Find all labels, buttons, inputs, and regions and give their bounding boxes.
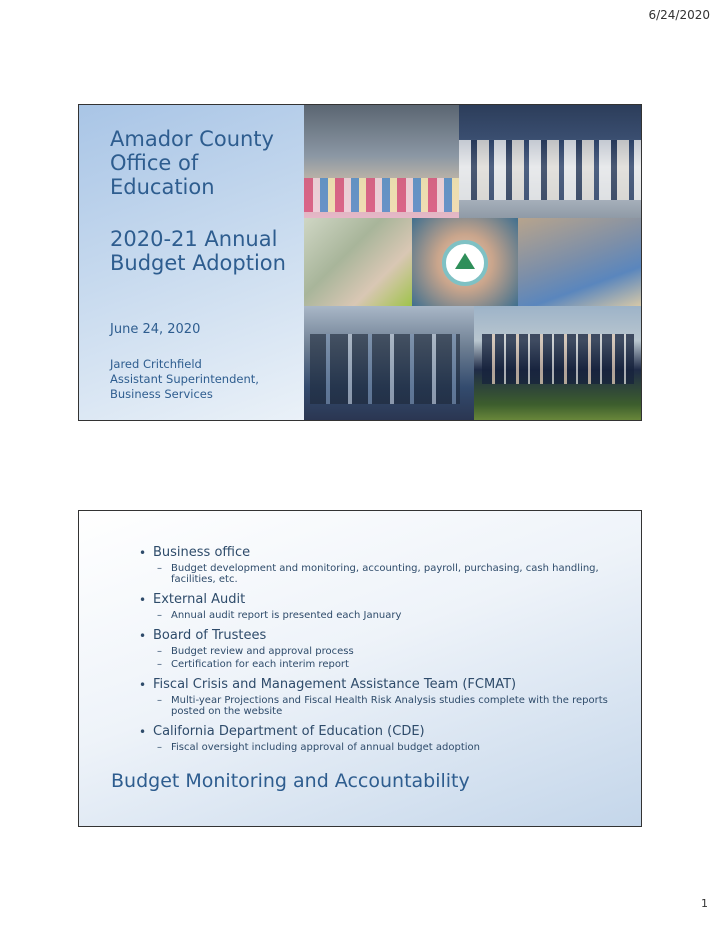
- child-reading-photo: [304, 218, 412, 306]
- bullet-group: [139, 628, 619, 670]
- presenter-role-line2: Business Services: [110, 387, 213, 401]
- group-working-photo: [518, 218, 642, 306]
- presentation-date: June 24, 2020: [110, 322, 201, 337]
- bullet-group: [139, 677, 619, 717]
- sub-bullet-item: – Budget review and approval process: [139, 646, 619, 657]
- students-with-laptops-photo: [304, 306, 474, 421]
- title-slide: [78, 104, 642, 421]
- sub-bullet-item: – Multi-year Projections and Fiscal Health Risk Analysis studies complete with the reports posted on the website: [139, 695, 619, 717]
- title-panel: [79, 105, 304, 420]
- page-date: 6/24/2020: [648, 8, 710, 22]
- photo-collage: [304, 105, 642, 420]
- presenter-block: [110, 357, 300, 402]
- presenter-name: Jared Critchfield: [110, 357, 202, 371]
- bullet-item: • Board of Trustees: [139, 628, 619, 644]
- bullet-group: [139, 592, 619, 621]
- bullet-item: • External Audit: [139, 592, 619, 608]
- bullet-group: [139, 545, 619, 585]
- bullet-item: • California Department of Education (CDE): [139, 724, 619, 740]
- presenter-role-line1: Assistant Superintendent,: [110, 372, 259, 386]
- slide-title: Amador County Office of Education: [110, 127, 274, 199]
- slide-heading: Budget Monitoring and Accountability: [111, 770, 470, 792]
- district-logo-icon: [442, 240, 488, 286]
- page-number: 1: [701, 897, 708, 910]
- bullet-item: • Fiscal Crisis and Management Assistance Team (FCMAT): [139, 677, 619, 693]
- sub-bullet-item: – Certification for each interim report: [139, 659, 619, 670]
- bullet-group: [139, 724, 619, 753]
- budget-monitoring-slide: [78, 510, 642, 827]
- hands-holding-logo-photo: [412, 218, 518, 306]
- sub-bullet-item: – Annual audit report is presented each January: [139, 610, 619, 621]
- bullet-list: [139, 541, 619, 760]
- sub-bullet-item: – Fiscal oversight including approval of annual budget adoption: [139, 742, 619, 753]
- girls-team-photo: [474, 306, 642, 421]
- sub-bullet-item: – Budget development and monitoring, accounting, payroll, purchasing, cash handling, facilities, etc.: [139, 563, 619, 585]
- classroom-kids-photo: [304, 105, 459, 218]
- slide-subtitle: 2020-21 Annual Budget Adoption: [110, 227, 286, 275]
- sports-team-photo: [459, 105, 642, 218]
- bullet-item: • Business office: [139, 545, 619, 561]
